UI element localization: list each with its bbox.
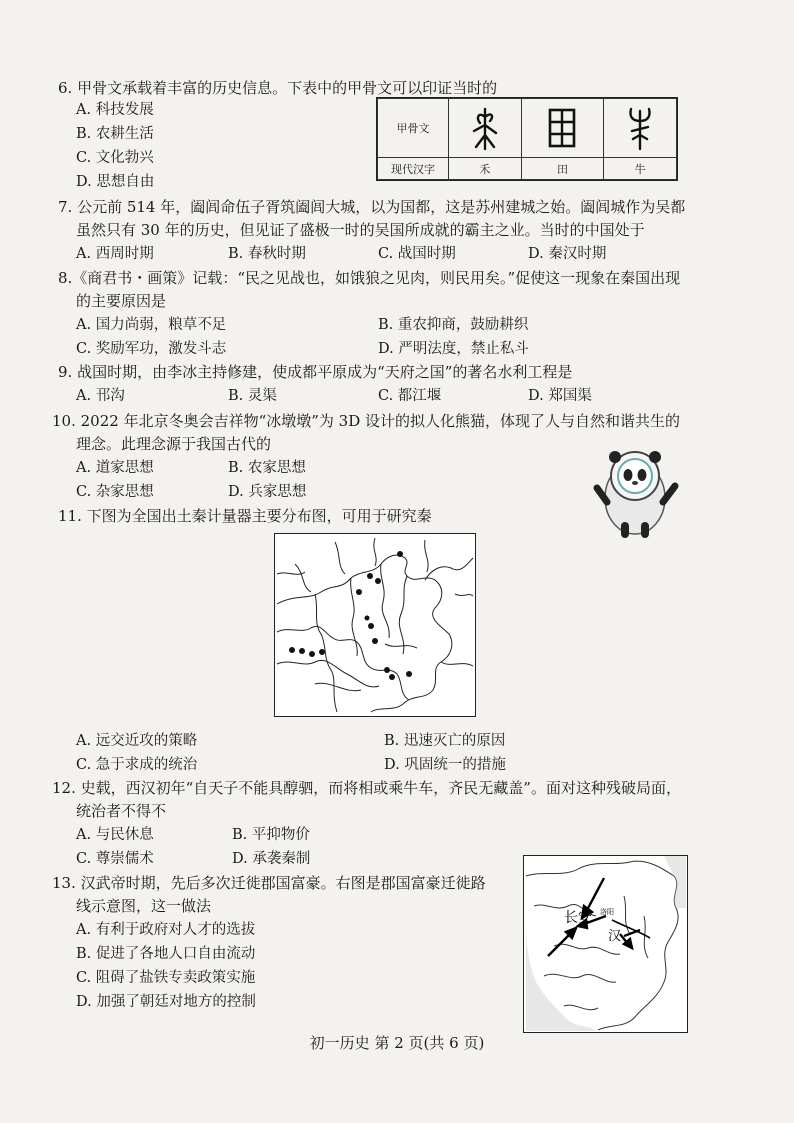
table-label-modern: 现代汉字 [378, 158, 449, 180]
q9-stem: 9. 战国时期，由李冰主持修建，使成都平原成为“天府之国”的著名水利工程是 [58, 363, 573, 381]
q8-option-d: D. 严明法度，禁止私斗 [378, 341, 529, 357]
q11-option-c: C. 急于求成的统治 [76, 757, 198, 773]
q8-option-a: A. 国力尚弱，粮草不足 [76, 317, 227, 333]
q13-option-a: A. 有利于政府对人才的选拔 [76, 922, 256, 938]
han-relocation-route-map [523, 855, 688, 1033]
map-label-luoyang: 洛阳 [600, 908, 614, 916]
q7-line-2: 虽然只有 30 年的历史，但见证了盛极一时的吴国所成就的霸主之业。当时的中国处于 [76, 221, 645, 239]
q6-option-c: C. 文化勃兴 [76, 150, 154, 166]
q13-option-c: C. 阻碍了盐铁专卖政策实施 [76, 970, 256, 986]
qin-measuring-tools-distribution-map [274, 533, 476, 717]
q7-option-d: D. 秦汉时期 [528, 246, 607, 262]
q13-option-b: B. 促进了各地人口自由流动 [76, 946, 256, 962]
q12-option-a: A. 与民休息 [76, 827, 154, 843]
q8-line-1: 8.《商君书・画策》记载：“民之见战也，如饿狼之见肉，则民用矣。”促使这一现象在秦国出现 [58, 269, 681, 287]
q6-option-a: A. 科技发展 [76, 102, 154, 118]
table-label-oracle: 甲骨文 [378, 99, 449, 158]
oracle-he-icon [470, 105, 500, 151]
q13-line-2: 线示意图，这一做法 [76, 897, 212, 915]
q12-option-d: D. 承袭秦制 [232, 851, 311, 867]
q11-option-d: D. 巩固统一的措施 [384, 757, 506, 773]
q6-stem: 6. 甲骨文承载着丰富的历史信息。下表中的甲骨文可以印证当时的 [58, 79, 498, 97]
oracle-glyph-tian [521, 99, 603, 158]
q12-option-c: C. 尊崇儒术 [76, 851, 154, 867]
bing-dwen-dwen-mascot-image [585, 440, 685, 540]
q7-line-1: 7. 公元前 514 年，阖闾命伍子胥筑阖闾大城，以为国都，这是苏州建城之始。阖闾城作为吴都 [58, 198, 686, 216]
q10-option-a: A. 道家思想 [76, 460, 154, 476]
oracle-glyph-niu [604, 99, 677, 158]
modern-char-he: 禾 [449, 158, 522, 180]
oracle-bone-table [376, 97, 678, 181]
oracle-glyph-he [449, 99, 522, 158]
q12-line-2: 统治者不得不 [76, 802, 167, 820]
q13-line-1: 13. 汉武帝时期，先后多次迁徙郡国富豪。右图是郡国富豪迁徙路 [52, 874, 486, 892]
q7-option-a: A. 西周时期 [76, 246, 154, 262]
q7-option-c: C. 战国时期 [378, 246, 456, 262]
modern-char-niu: 牛 [604, 158, 677, 180]
q12-line-1: 12. 史载，西汉初年“自天子不能具醇驷，而将相或乘牛车，齐民无藏盖”。面对这种残破局面， [52, 779, 681, 797]
q7-option-b: B. 春秋时期 [228, 246, 306, 262]
q9-option-c: C. 都江堰 [378, 388, 442, 404]
modern-char-tian: 田 [521, 158, 603, 180]
q9-option-a: A. 邗沟 [76, 388, 125, 404]
q8-option-c: C. 奖励军功，激发斗志 [76, 341, 227, 357]
q11-stem: 11. 下图为全国出土秦计量器主要分布图，可用于研究秦 [58, 507, 432, 525]
q10-line-1: 10. 2022 年北京冬奥会吉祥物“冰墩墩”为 3D 设计的拟人化熊猫，体现了人与自然和谐共生的 [52, 412, 681, 430]
q10-option-c: C. 杂家思想 [76, 484, 154, 500]
q6-option-b: B. 农耕生活 [76, 126, 154, 142]
q8-line-2: 的主要原因是 [76, 292, 167, 310]
map-label-changan: 长安 [564, 910, 592, 926]
page-footer: 初一历史 第 2 页(共 6 页) [309, 1034, 485, 1052]
q12-option-b: B. 平抑物价 [232, 827, 310, 843]
q10-option-d: D. 兵家思想 [228, 484, 307, 500]
q8-option-b: B. 重农抑商，鼓励耕织 [378, 317, 529, 333]
q6-option-d: D. 思想自由 [76, 174, 155, 190]
q11-option-a: A. 远交近攻的策略 [76, 733, 198, 749]
q13-option-d: D. 加强了朝廷对地方的控制 [76, 994, 256, 1010]
q10-line-2: 理念。此理念源于我国古代的 [76, 435, 272, 453]
map-outline-image [275, 534, 474, 715]
q9-option-d: D. 郑国渠 [528, 388, 592, 404]
q9-option-b: B. 灵渠 [228, 388, 277, 404]
relocation-map-image [524, 856, 686, 1031]
oracle-niu-icon [625, 105, 655, 151]
map-label-han: 汉 [608, 929, 622, 944]
oracle-tian-icon [545, 105, 579, 151]
q10-option-b: B. 农家思想 [228, 460, 306, 476]
q11-option-b: B. 迅速灭亡的原因 [384, 733, 506, 749]
